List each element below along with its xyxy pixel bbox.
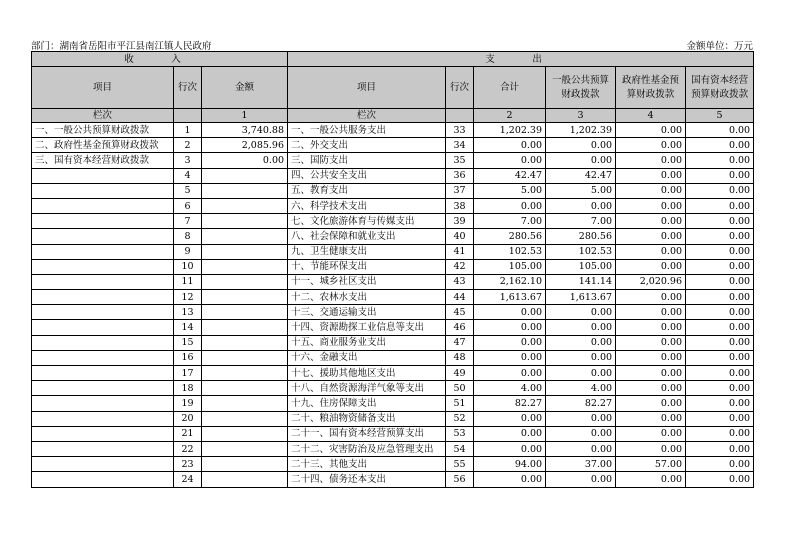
gov-fund-cell: 0.00 <box>616 472 686 487</box>
expense-colno-label: 栏次 <box>288 109 446 123</box>
general-budget-cell: 0.00 <box>546 335 616 350</box>
state-capital-cell: 0.00 <box>686 259 754 274</box>
income-line-cell: 8 <box>174 229 202 244</box>
budget-table <box>31 51 754 488</box>
department-label: 部门：湖南省岳阳市平江县南江镇人民政府 <box>31 41 212 52</box>
state-capital-cell: 0.00 <box>686 350 754 365</box>
total-cell: 5.00 <box>474 183 546 198</box>
expense-item-cell: 八、社会保障和就业支出 <box>288 229 446 244</box>
total-cell: 280.56 <box>474 229 546 244</box>
general-budget-cell: 0.00 <box>546 198 616 213</box>
total-cell: 0.00 <box>474 366 546 381</box>
state-capital-cell: 0.00 <box>686 153 754 168</box>
expense-line-cell: 45 <box>446 305 474 320</box>
colno-3: 3 <box>546 109 616 123</box>
gov-fund-cell: 0.00 <box>616 335 686 350</box>
income-line-cell: 4 <box>174 168 202 183</box>
income-colno-1: 1 <box>202 109 288 123</box>
general-budget-cell: 0.00 <box>546 411 616 426</box>
income-item-cell <box>32 335 174 350</box>
income-line-cell: 18 <box>174 381 202 396</box>
table-row <box>32 350 754 365</box>
income-item-cell <box>32 366 174 381</box>
expense-item-cell: 二十一、国有资本经营预算支出 <box>288 426 446 441</box>
colno-5: 5 <box>686 109 754 123</box>
total-cell: 1,202.39 <box>474 123 546 138</box>
expense-line-cell: 56 <box>446 472 474 487</box>
general-budget-header: 一般公共预算财政拨款 <box>546 67 616 109</box>
income-amount-cell <box>202 441 288 456</box>
gov-fund-cell: 0.00 <box>616 168 686 183</box>
income-item-cell <box>32 426 174 441</box>
state-capital-cell: 0.00 <box>686 168 754 183</box>
expense-item-cell: 九、卫生健康支出 <box>288 244 446 259</box>
state-capital-cell: 0.00 <box>686 457 754 472</box>
colno-2: 2 <box>474 109 546 123</box>
income-line-cell: 3 <box>174 153 202 168</box>
state-capital-cell: 0.00 <box>686 183 754 198</box>
income-item-cell <box>32 472 174 487</box>
colno-4: 4 <box>616 109 686 123</box>
expense-item-cell: 十九、住房保障支出 <box>288 396 446 411</box>
income-section-title: 收 入 <box>32 52 288 67</box>
expense-item-cell: 十六、金融支出 <box>288 350 446 365</box>
income-item-cell <box>32 290 174 305</box>
income-item-cell <box>32 411 174 426</box>
income-amount-cell <box>202 183 288 198</box>
expense-line-cell: 41 <box>446 244 474 259</box>
table-row <box>32 457 754 472</box>
expense-item-cell: 十八、自然资源海洋气象等支出 <box>288 381 446 396</box>
table-row <box>32 153 754 168</box>
expense-line-cell: 47 <box>446 335 474 350</box>
table-row <box>32 274 754 289</box>
expense-item-cell: 十三、交通运输支出 <box>288 305 446 320</box>
income-amount-cell: 2,085.96 <box>202 138 288 153</box>
total-cell: 94.00 <box>474 457 546 472</box>
income-item-cell <box>32 320 174 335</box>
total-cell: 0.00 <box>474 305 546 320</box>
income-line-cell: 5 <box>174 183 202 198</box>
gov-fund-cell: 0.00 <box>616 123 686 138</box>
expense-line-cell: 33 <box>446 123 474 138</box>
gov-fund-header: 政府性基金预算财政拨款 <box>616 67 686 109</box>
table-row <box>32 183 754 198</box>
general-budget-cell: 0.00 <box>546 426 616 441</box>
gov-fund-cell: 2,020.96 <box>616 274 686 289</box>
expense-colno-blank <box>446 109 474 123</box>
table-row <box>32 198 754 213</box>
income-line-cell: 6 <box>174 198 202 213</box>
table-row <box>32 244 754 259</box>
income-amount-cell <box>202 229 288 244</box>
state-capital-cell: 0.00 <box>686 244 754 259</box>
table-row <box>32 426 754 441</box>
general-budget-cell: 0.00 <box>546 472 616 487</box>
total-cell: 0.00 <box>474 411 546 426</box>
expense-item-cell: 十五、商业服务业支出 <box>288 335 446 350</box>
income-line-cell: 21 <box>174 426 202 441</box>
expense-line-cell: 50 <box>446 381 474 396</box>
income-amount-cell <box>202 335 288 350</box>
expense-line-cell: 48 <box>446 350 474 365</box>
total-cell: 1,613.67 <box>474 290 546 305</box>
income-line-cell: 14 <box>174 320 202 335</box>
gov-fund-cell: 0.00 <box>616 183 686 198</box>
income-line-cell: 20 <box>174 411 202 426</box>
table-row <box>32 411 754 426</box>
state-capital-cell: 0.00 <box>686 123 754 138</box>
state-capital-cell: 0.00 <box>686 274 754 289</box>
income-amount-cell <box>202 274 288 289</box>
income-amount-cell <box>202 168 288 183</box>
income-item-cell <box>32 396 174 411</box>
expense-line-cell: 36 <box>446 168 474 183</box>
income-amount-cell: 3,740.88 <box>202 123 288 138</box>
income-item-cell <box>32 244 174 259</box>
income-item-cell <box>32 274 174 289</box>
expense-line-header: 行次 <box>446 67 474 109</box>
general-budget-cell: 280.56 <box>546 229 616 244</box>
income-amount-cell <box>202 426 288 441</box>
income-amount-cell <box>202 396 288 411</box>
table-row <box>32 305 754 320</box>
column-number-row <box>32 109 754 123</box>
income-line-cell: 15 <box>174 335 202 350</box>
expense-line-cell: 43 <box>446 274 474 289</box>
table-row <box>32 229 754 244</box>
expense-item-cell: 二十三、其他支出 <box>288 457 446 472</box>
total-cell: 0.00 <box>474 320 546 335</box>
state-capital-cell: 0.00 <box>686 381 754 396</box>
state-capital-cell: 0.00 <box>686 214 754 229</box>
total-cell: 102.53 <box>474 244 546 259</box>
general-budget-cell: 102.53 <box>546 244 616 259</box>
total-cell: 7.00 <box>474 214 546 229</box>
total-cell: 42.47 <box>474 168 546 183</box>
gov-fund-cell: 57.00 <box>616 457 686 472</box>
expense-item-cell: 一、一般公共服务支出 <box>288 123 446 138</box>
income-line-cell: 12 <box>174 290 202 305</box>
table-row <box>32 320 754 335</box>
income-amount-cell <box>202 457 288 472</box>
expense-line-cell: 49 <box>446 366 474 381</box>
expense-item-cell: 十、节能环保支出 <box>288 259 446 274</box>
general-budget-cell: 0.00 <box>546 350 616 365</box>
general-budget-cell: 5.00 <box>546 183 616 198</box>
income-colno-label: 栏次 <box>32 109 174 123</box>
income-amount-cell <box>202 411 288 426</box>
expense-line-cell: 54 <box>446 441 474 456</box>
income-item-cell <box>32 305 174 320</box>
income-amount-cell <box>202 214 288 229</box>
expense-line-cell: 38 <box>446 198 474 213</box>
income-line-cell: 2 <box>174 138 202 153</box>
total-cell: 0.00 <box>474 153 546 168</box>
income-amount-cell <box>202 350 288 365</box>
expense-item-cell: 七、文化旅游体育与传媒支出 <box>288 214 446 229</box>
general-budget-cell: 1,202.39 <box>546 123 616 138</box>
state-capital-cell: 0.00 <box>686 411 754 426</box>
total-cell: 0.00 <box>474 426 546 441</box>
state-capital-cell: 0.00 <box>686 426 754 441</box>
table-row <box>32 259 754 274</box>
gov-fund-cell: 0.00 <box>616 426 686 441</box>
income-item-cell <box>32 198 174 213</box>
expense-item-cell: 五、教育支出 <box>288 183 446 198</box>
income-item-cell <box>32 457 174 472</box>
income-amount-cell <box>202 290 288 305</box>
income-line-cell: 16 <box>174 350 202 365</box>
general-budget-cell: 0.00 <box>546 441 616 456</box>
gov-fund-cell: 0.00 <box>616 305 686 320</box>
expense-item-cell: 十一、城乡社区支出 <box>288 274 446 289</box>
column-header-row <box>32 67 754 109</box>
total-cell: 4.00 <box>474 381 546 396</box>
expense-item-cell: 四、公共安全支出 <box>288 168 446 183</box>
gov-fund-cell: 0.00 <box>616 214 686 229</box>
income-amount-cell: 0.00 <box>202 153 288 168</box>
income-amount-header: 金额 <box>202 67 288 109</box>
income-line-cell: 10 <box>174 259 202 274</box>
table-row <box>32 441 754 456</box>
total-header: 合计 <box>474 67 546 109</box>
total-cell: 0.00 <box>474 335 546 350</box>
expense-section-title: 支 出 <box>288 52 754 67</box>
gov-fund-cell: 0.00 <box>616 229 686 244</box>
income-amount-cell <box>202 259 288 274</box>
table-row <box>32 214 754 229</box>
expense-line-cell: 52 <box>446 411 474 426</box>
income-amount-cell <box>202 381 288 396</box>
table-row <box>32 472 754 487</box>
general-budget-cell: 0.00 <box>546 138 616 153</box>
state-capital-cell: 0.00 <box>686 472 754 487</box>
income-item-header: 项目 <box>32 67 174 109</box>
expense-line-cell: 51 <box>446 396 474 411</box>
total-cell: 0.00 <box>474 198 546 213</box>
state-capital-cell: 0.00 <box>686 396 754 411</box>
income-amount-cell <box>202 305 288 320</box>
income-colno-blank <box>174 109 202 123</box>
expense-item-cell: 二十、粮油物资储备支出 <box>288 411 446 426</box>
income-item-cell <box>32 441 174 456</box>
gov-fund-cell: 0.00 <box>616 320 686 335</box>
total-cell: 2,162.10 <box>474 274 546 289</box>
table-row <box>32 168 754 183</box>
income-line-cell: 23 <box>174 457 202 472</box>
income-item-cell <box>32 381 174 396</box>
state-capital-cell: 0.00 <box>686 229 754 244</box>
general-budget-cell: 37.00 <box>546 457 616 472</box>
table-body <box>32 123 754 488</box>
state-capital-cell: 0.00 <box>686 305 754 320</box>
expense-line-cell: 44 <box>446 290 474 305</box>
state-capital-header: 国有资本经营预算财政拨款 <box>686 67 754 109</box>
expense-item-cell: 二十二、灾害防治及应急管理支出 <box>288 441 446 456</box>
state-capital-cell: 0.00 <box>686 320 754 335</box>
income-item-cell <box>32 183 174 198</box>
general-budget-cell: 0.00 <box>546 366 616 381</box>
gov-fund-cell: 0.00 <box>616 244 686 259</box>
expense-item-cell: 二、外交支出 <box>288 138 446 153</box>
expense-line-cell: 53 <box>446 426 474 441</box>
income-amount-cell <box>202 320 288 335</box>
state-capital-cell: 0.00 <box>686 366 754 381</box>
general-budget-cell: 4.00 <box>546 381 616 396</box>
gov-fund-cell: 0.00 <box>616 138 686 153</box>
income-item-cell: 一、一般公共预算财政拨款 <box>32 123 174 138</box>
general-budget-cell: 105.00 <box>546 259 616 274</box>
income-line-cell: 17 <box>174 366 202 381</box>
gov-fund-cell: 0.00 <box>616 198 686 213</box>
unit-label: 金额单位：万元 <box>686 41 753 52</box>
general-budget-cell: 82.27 <box>546 396 616 411</box>
total-cell: 0.00 <box>474 472 546 487</box>
table-row <box>32 381 754 396</box>
income-line-cell: 1 <box>174 123 202 138</box>
general-budget-cell: 0.00 <box>546 153 616 168</box>
income-item-cell <box>32 259 174 274</box>
table-row <box>32 396 754 411</box>
income-line-header: 行次 <box>174 67 202 109</box>
general-budget-cell: 141.14 <box>546 274 616 289</box>
income-line-cell: 22 <box>174 441 202 456</box>
expense-item-cell: 十四、资源勘探工业信息等支出 <box>288 320 446 335</box>
general-budget-cell: 1,613.67 <box>546 290 616 305</box>
gov-fund-cell: 0.00 <box>616 411 686 426</box>
table-row <box>32 335 754 350</box>
gov-fund-cell: 0.00 <box>616 441 686 456</box>
state-capital-cell: 0.00 <box>686 198 754 213</box>
section-title-row <box>32 52 754 67</box>
expense-item-cell: 三、国防支出 <box>288 153 446 168</box>
income-line-cell: 24 <box>174 472 202 487</box>
total-cell: 82.27 <box>474 396 546 411</box>
gov-fund-cell: 0.00 <box>616 153 686 168</box>
income-amount-cell <box>202 244 288 259</box>
general-budget-cell: 42.47 <box>546 168 616 183</box>
expense-item-cell: 十七、援助其他地区支出 <box>288 366 446 381</box>
table-row <box>32 290 754 305</box>
table-row <box>32 123 754 138</box>
expense-item-header: 项目 <box>288 67 446 109</box>
expense-line-cell: 55 <box>446 457 474 472</box>
table-row <box>32 138 754 153</box>
expense-item-cell: 二十四、债务还本支出 <box>288 472 446 487</box>
table-row <box>32 366 754 381</box>
total-cell: 0.00 <box>474 350 546 365</box>
general-budget-cell: 0.00 <box>546 305 616 320</box>
report-header <box>31 38 753 50</box>
income-item-cell: 二、政府性基金预算财政拨款 <box>32 138 174 153</box>
gov-fund-cell: 0.00 <box>616 366 686 381</box>
income-line-cell: 7 <box>174 214 202 229</box>
gov-fund-cell: 0.00 <box>616 396 686 411</box>
income-item-cell: 三、国有资本经营财政拨款 <box>32 153 174 168</box>
income-item-cell <box>32 214 174 229</box>
income-line-cell: 13 <box>174 305 202 320</box>
general-budget-cell: 7.00 <box>546 214 616 229</box>
expense-item-cell: 六、科学技术支出 <box>288 198 446 213</box>
expense-line-cell: 37 <box>446 183 474 198</box>
total-cell: 0.00 <box>474 441 546 456</box>
expense-line-cell: 39 <box>446 214 474 229</box>
expense-item-cell: 十二、农林水支出 <box>288 290 446 305</box>
expense-line-cell: 46 <box>446 320 474 335</box>
state-capital-cell: 0.00 <box>686 138 754 153</box>
income-amount-cell <box>202 472 288 487</box>
state-capital-cell: 0.00 <box>686 335 754 350</box>
total-cell: 0.00 <box>474 138 546 153</box>
gov-fund-cell: 0.00 <box>616 381 686 396</box>
income-item-cell <box>32 350 174 365</box>
expense-line-cell: 35 <box>446 153 474 168</box>
income-line-cell: 11 <box>174 274 202 289</box>
income-item-cell <box>32 229 174 244</box>
expense-line-cell: 42 <box>446 259 474 274</box>
income-line-cell: 19 <box>174 396 202 411</box>
general-budget-cell: 0.00 <box>546 320 616 335</box>
income-amount-cell <box>202 198 288 213</box>
state-capital-cell: 0.00 <box>686 290 754 305</box>
expense-line-cell: 34 <box>446 138 474 153</box>
gov-fund-cell: 0.00 <box>616 290 686 305</box>
gov-fund-cell: 0.00 <box>616 259 686 274</box>
expense-line-cell: 40 <box>446 229 474 244</box>
income-item-cell <box>32 168 174 183</box>
state-capital-cell: 0.00 <box>686 441 754 456</box>
total-cell: 105.00 <box>474 259 546 274</box>
income-line-cell: 9 <box>174 244 202 259</box>
income-amount-cell <box>202 366 288 381</box>
gov-fund-cell: 0.00 <box>616 350 686 365</box>
